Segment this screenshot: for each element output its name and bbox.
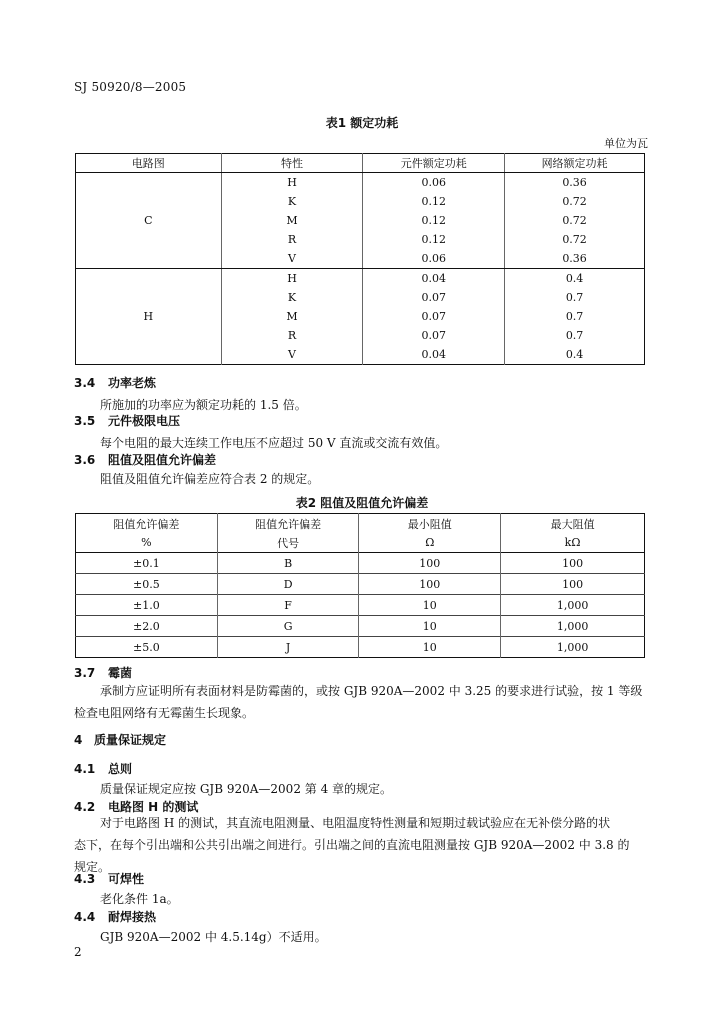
section-title: 耐焊接热 (108, 910, 157, 924)
section-number: 4.4 (74, 910, 96, 924)
section-3-6-text: 阻值及阻值允许偏差应符合表 2 的规定。 (100, 472, 320, 486)
col-characteristic: 特性 (221, 154, 363, 173)
net-cell: 0.4 (565, 272, 584, 285)
code-cell: J (217, 637, 359, 658)
char-cell: H (221, 173, 363, 193)
char-cell: K (221, 192, 363, 211)
code-cell: G (217, 616, 359, 637)
section-4-3-heading (74, 870, 144, 887)
net-cell: 0.7 (565, 310, 584, 323)
tolerance-cell: ±0.1 (76, 553, 218, 574)
section-number: 4.3 (74, 872, 96, 886)
code-cell: B (217, 553, 359, 574)
max-cell: 1,000 (501, 616, 645, 637)
section-number: 4 (74, 733, 83, 747)
code-cell: D (217, 574, 359, 595)
net-cell: 0.72 (562, 233, 587, 246)
max-cell: 100 (501, 574, 645, 595)
section-title: 元件极限电压 (108, 414, 181, 428)
char-cell: R (221, 230, 363, 249)
col-tolerance: 阻值允许偏差 (76, 514, 218, 534)
net-cell: 0.72 (562, 214, 587, 227)
net-cell: 0.72 (562, 195, 587, 208)
section-3-5-text: 每个电阻的最大连续工作电压不应超过 50 V 直流或交流有效值。 (100, 436, 448, 450)
chapter-4-heading (74, 731, 166, 748)
unit-percent: % (76, 533, 218, 553)
table-row (76, 637, 645, 658)
table-row (76, 553, 645, 574)
elem-cell: 0.12 (363, 230, 505, 249)
net-cell: 0.36 (505, 249, 645, 269)
table1-unit: 单位为瓦 (604, 137, 648, 150)
table-row (76, 269, 645, 289)
code-cell: F (217, 595, 359, 616)
resistance-tolerance-table (75, 513, 645, 658)
elem-cell: 0.12 (363, 192, 505, 211)
col-max-resistance: 最大阻值 (550, 517, 595, 531)
tolerance-cell: ±5.0 (76, 637, 218, 658)
section-3-6-heading (74, 451, 216, 468)
section-number: 4.1 (74, 762, 96, 776)
section-title: 电路图 H 的测试 (108, 800, 199, 814)
section-number: 3.7 (74, 666, 96, 680)
char-cell: V (221, 345, 363, 365)
min-cell: 10 (359, 616, 501, 637)
section-title: 阻值及阻值允许偏差 (108, 453, 217, 467)
max-cell: 1,000 (501, 595, 645, 616)
section-number: 3.4 (74, 376, 96, 390)
section-number: 4.2 (74, 800, 96, 814)
table-row (76, 616, 645, 637)
net-cell: 0.7 (565, 329, 584, 342)
section-4-2-text (74, 812, 646, 878)
paragraph-line: 态下，在每个引出端和公共引出端之间进行。引出端之间的直流电阻测量按 GJB 920A—2002 中 3.8 的 (74, 838, 630, 852)
table-row (76, 173, 645, 193)
unit-kohm: kΩ (564, 536, 581, 549)
section-title: 可焊性 (108, 872, 145, 886)
section-3-7-text (74, 680, 646, 724)
section-3-4-text: 所施加的功率应为额定功耗的 1.5 倍。 (100, 398, 307, 412)
elem-cell: 0.06 (363, 249, 505, 269)
elem-cell: 0.04 (363, 269, 505, 289)
table-header-row (76, 514, 645, 534)
unit-code: 代号 (217, 533, 359, 553)
tolerance-cell: ±2.0 (76, 616, 218, 637)
table-header-row (76, 533, 645, 553)
page-number: 2 (74, 945, 82, 959)
section-4-4-text: GJB 920A—2002 中 4.5.14g）不适用。 (100, 930, 327, 944)
section-title: 霉菌 (108, 666, 133, 680)
char-cell: M (221, 307, 363, 326)
section-4-1-text: 质量保证规定应按 GJB 920A—2002 第 4 章的规定。 (100, 782, 393, 796)
char-cell: M (221, 211, 363, 230)
elem-cell: 0.06 (363, 173, 505, 193)
elem-cell: 0.04 (363, 345, 505, 365)
table2-title: 表2 阻值及阻值允许偏差 (295, 496, 429, 510)
power-rating-table (75, 153, 645, 365)
circuit-cell: H (76, 269, 222, 365)
paragraph-line: 承制方应证明所有表面材料是防霉菌的，或按 GJB 920A—2002 中 3.25 的要求进行试验，按 1 等级 (100, 684, 643, 698)
net-cell: 0.36 (562, 176, 587, 189)
tolerance-cell: ±1.0 (76, 595, 218, 616)
table-row (76, 595, 645, 616)
col-element-power: 元件额定功耗 (363, 154, 505, 173)
section-title: 总则 (108, 762, 133, 776)
table1-title: 表1 额定功耗 (325, 116, 399, 130)
unit-ohm: Ω (359, 533, 501, 553)
net-cell: 0.7 (565, 291, 584, 304)
section-number: 3.6 (74, 453, 96, 467)
min-cell: 100 (359, 574, 501, 595)
char-cell: R (221, 326, 363, 345)
col-tolerance-code: 阻值允许偏差 (217, 514, 359, 534)
elem-cell: 0.07 (363, 307, 505, 326)
min-cell: 10 (359, 595, 501, 616)
elem-cell: 0.07 (363, 326, 505, 345)
standard-code: SJ 50920/8—2005 (74, 80, 187, 94)
min-cell: 100 (359, 553, 501, 574)
section-4-4-heading (74, 908, 156, 925)
char-cell: H (221, 269, 363, 289)
section-4-3-text: 老化条件 1a。 (100, 892, 179, 906)
paragraph-line: 规定。 (74, 860, 111, 874)
circuit-cell: C (76, 173, 222, 269)
paragraph-line: 检查电阻网络有无霉菌生长现象。 (74, 706, 255, 720)
min-cell: 10 (359, 637, 501, 658)
net-cell: 0.4 (565, 348, 584, 361)
col-network-power: 网络额定功耗 (505, 154, 645, 173)
section-4-1-heading (74, 760, 132, 777)
char-cell: V (221, 249, 363, 269)
max-cell: 100 (501, 553, 645, 574)
section-title: 质量保证规定 (94, 733, 167, 747)
max-cell: 1,000 (501, 637, 645, 658)
section-number: 3.5 (74, 414, 96, 428)
col-min-resistance: 最小阻值 (359, 514, 501, 534)
section-title: 功率老炼 (108, 376, 157, 390)
elem-cell: 0.12 (363, 211, 505, 230)
paragraph-line: 对于电路图 H 的测试，其直流电阻测量、电阻温度特性测量和短期过载试验应在无补偿分路的状 (100, 816, 611, 830)
section-3-7-heading (74, 664, 132, 681)
table-header-row (76, 154, 645, 173)
elem-cell: 0.07 (363, 288, 505, 307)
table-row (76, 574, 645, 595)
char-cell: K (221, 288, 363, 307)
col-circuit: 电路图 (76, 154, 222, 173)
section-3-4-heading (74, 374, 156, 391)
tolerance-cell: ±0.5 (76, 574, 218, 595)
section-3-5-heading (74, 412, 180, 429)
